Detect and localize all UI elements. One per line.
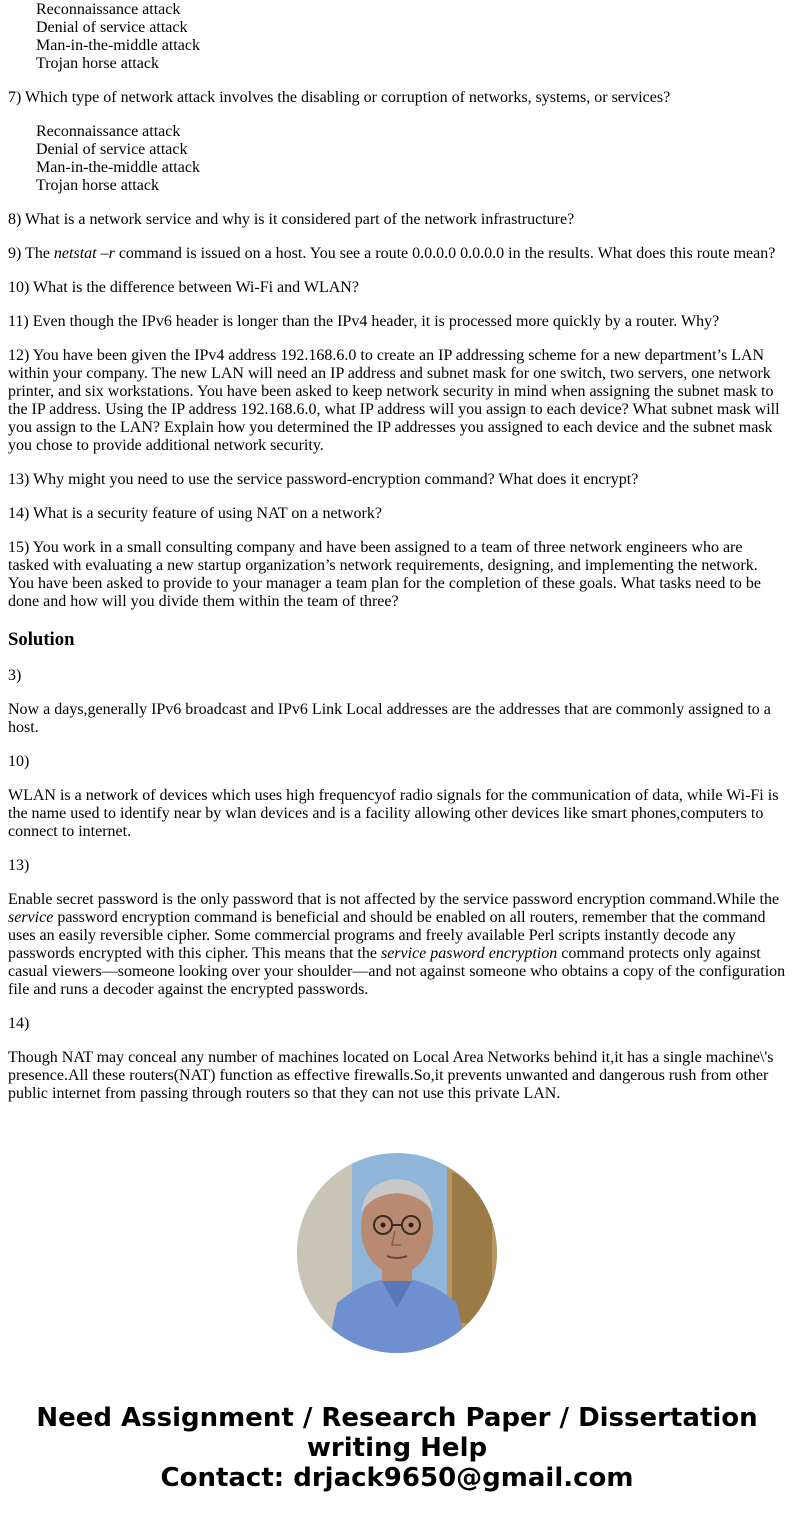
a13-part1: Enable secret password is the only password that is not affected by the service password encryption command.While the (8, 891, 780, 908)
option-item: Trojan horse attack (36, 55, 159, 72)
q9-suffix: command is issued on a host. You see a route 0.0.0.0 0.0.0.0 in the results. What does this route mean? (114, 245, 776, 262)
question-9 (8, 245, 786, 263)
answer-14-text: Though NAT may conceal any number of machines located on Local Area Networks behind it,it has a single machine\'s presence.All these routers(NAT) function as effective firewalls.So,it prevents unwanted and dangerous rush from other public internet from passing through routers so that they can not use this private LAN. (8, 1049, 774, 1102)
footer-contact-line: Contact: drjack9650@gmail.com (160, 1463, 634, 1493)
document-body (8, 1, 786, 1103)
a13-em2: service pasword encryption (380, 945, 558, 962)
option-item: Man-in-the-middle attack (36, 37, 200, 54)
question-11: 11) Even though the IPv6 header is longer than the IPv4 header, it is processed more quickly by a router. Why? (8, 313, 720, 330)
a13-part3: command protects only against casual viewers—someone looking over your shoulder—and not against someone who obtains a copy of the configuration file and runs a decoder against the encrypted passwords. (8, 945, 786, 998)
answer-3-text: Now a days,generally IPv6 broadcast and IPv6 Link Local addresses are the addresses that are commonly assigned to a host. (8, 701, 771, 736)
question-15: 15) You work in a small consulting company and have been assigned to a team of three network engineers who are tasked with evaluating a new startup organization’s network requirements, designing, and implementing the network. You have been asked to provide to your manager a team plan for the completion of these goals. What tasks need to be done and how will you divide them within the team of three? (8, 539, 761, 610)
answer-3-number: 3) (8, 667, 22, 684)
avatar-portrait-image (297, 1153, 497, 1353)
answer-13-text (8, 891, 786, 999)
avatar (297, 1153, 497, 1353)
option-item: Trojan horse attack (36, 177, 159, 194)
footer-line-2: writing Help (306, 1433, 488, 1463)
q9-prefix: 9) The (8, 245, 54, 262)
q7-options (8, 123, 786, 195)
answer-13-number: 13) (8, 857, 30, 874)
option-item: Denial of service attack (36, 141, 188, 158)
question-12: 12) You have been given the IPv4 address 192.168.6.0 to create an IP addressing scheme for a new department’s LAN within your company. The new LAN will need an IP address and subnet mask for one switch, two servers, one network printer, and six workstations. You have been asked to keep network security in mind when assigning the subnet mask to the IP address. Using the IP address 192.168.6.0, what IP address will you assign to each device? What subnet mask will you assign to the LAN? Explain how you determined the IP addresses you assigned to each device and the subnet mask you chose to provide additional network security. (8, 347, 780, 454)
q6-options (8, 1, 786, 73)
q9-command: netstat –r (53, 245, 115, 262)
answer-10-text: WLAN is a network of devices which uses high frequencyof radio signals for the communication of data, while Wi-Fi is the name used to identify near by wlan devices and is a facility allowing other devices like smart phones,computers to connect to internet. (8, 787, 779, 840)
question-13: 13) Why might you need to use the service password-encryption command? What does it encrypt? (8, 471, 639, 488)
option-item: Reconnaissance attack (36, 123, 181, 140)
option-item: Denial of service attack (36, 19, 188, 36)
question-10: 10) What is the difference between Wi-Fi and WLAN? (8, 279, 359, 296)
a13-part2: password encryption command is beneficial and should be enabled on all routers, remember that the command uses an easily reversible cipher. Some commercial programs and freely available Perl scripts instantly decode any passwords encrypted with this cipher. This means that the (8, 909, 766, 962)
a13-em1: service (8, 909, 54, 926)
contact-footer (0, 1403, 794, 1493)
option-item: Man-in-the-middle attack (36, 159, 200, 176)
answer-14-number: 14) (8, 1015, 30, 1032)
option-item: Reconnaissance attack (36, 1, 181, 18)
question-7: 7) Which type of network attack involves the disabling or corruption of networks, systems, or services? (8, 89, 671, 106)
answer-10-number: 10) (8, 753, 30, 770)
question-8: 8) What is a network service and why is it considered part of the network infrastructure? (8, 211, 575, 228)
question-14: 14) What is a security feature of using NAT on a network? (8, 505, 382, 522)
solution-heading: Solution (8, 629, 75, 650)
footer-line-1: Need Assignment / Research Paper / Dissertation (36, 1403, 758, 1433)
